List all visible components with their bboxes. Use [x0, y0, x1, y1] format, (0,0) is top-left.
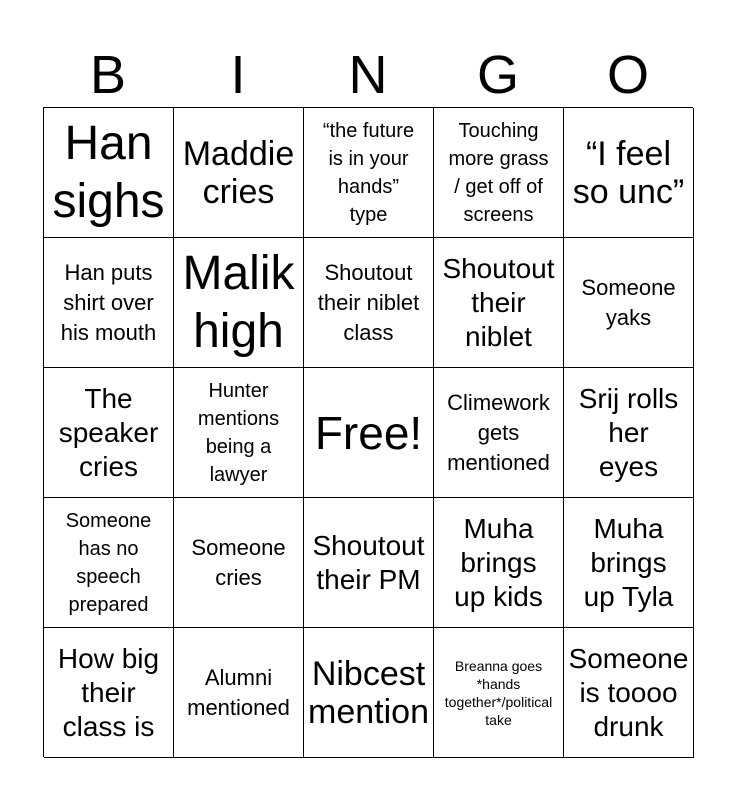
bingo-cell[interactable]: [44, 498, 174, 628]
bingo-cell-text: Nibcest mention: [308, 654, 429, 731]
bingo-cell-text: Srij rolls her eyes: [578, 382, 679, 482]
bingo-cell-text: Shoutout their niblet: [442, 252, 555, 352]
bingo-cell-text: Someone yaks: [581, 274, 676, 330]
bingo-header: [43, 44, 693, 106]
bingo-cell-text: Han sighs: [52, 116, 165, 228]
header-letter-n: N: [348, 45, 388, 105]
bingo-cell[interactable]: [434, 238, 564, 368]
bingo-cell-text: Touching more grass / get off of screens: [448, 119, 549, 226]
bingo-cell[interactable]: [564, 368, 694, 498]
bingo-cell-text: Muha brings up kids: [454, 512, 543, 612]
bingo-cell[interactable]: [174, 628, 304, 758]
bingo-cell-text: Shoutout their PM: [312, 529, 425, 595]
bingo-cell-text: Someone cries: [191, 534, 286, 590]
bingo-cell-text: Alumni mentioned: [187, 664, 290, 720]
bingo-cell[interactable]: [44, 238, 174, 368]
bingo-grid: [43, 107, 693, 757]
header-letter-o: O: [606, 45, 649, 105]
bingo-cell-text: Someone has no speech prepared: [65, 509, 152, 616]
bingo-cell-text: Shoutout their niblet class: [317, 259, 420, 345]
bingo-cell-text: Someone is toooo drunk: [568, 642, 689, 742]
bingo-cell[interactable]: [564, 498, 694, 628]
bingo-cell-text: “the future is in your hands” type: [322, 119, 415, 226]
bingo-cell[interactable]: [304, 498, 434, 628]
bingo-cell[interactable]: [434, 498, 564, 628]
bingo-cell-text: How big their class is: [57, 642, 160, 742]
bingo-cell[interactable]: [564, 628, 694, 758]
bingo-cell-text: “I feel so unc”: [572, 134, 685, 211]
bingo-cell-text: Han puts shirt over his mouth: [60, 259, 157, 345]
bingo-cell-text: Breanna goes *hands together*/political take: [444, 657, 553, 728]
bingo-cell[interactable]: [304, 108, 434, 238]
bingo-cell[interactable]: [434, 108, 564, 238]
bingo-cell-text: Hunter mentions being a lawyer: [197, 379, 280, 486]
bingo-cell-text: Climework gets mentioned: [447, 389, 550, 475]
free-space-cell[interactable]: [304, 368, 434, 498]
bingo-cell-text: The speaker cries: [58, 382, 159, 482]
bingo-cell-text: Maddie cries: [182, 134, 295, 211]
bingo-cell[interactable]: [174, 498, 304, 628]
bingo-cell[interactable]: [44, 368, 174, 498]
bingo-cell-text: Malik high: [182, 246, 295, 358]
bingo-cell[interactable]: [44, 108, 174, 238]
bingo-cell[interactable]: [44, 628, 174, 758]
header-letter-b: B: [89, 45, 127, 105]
bingo-cell[interactable]: [174, 238, 304, 368]
bingo-cell[interactable]: [434, 368, 564, 498]
header-letter-i: I: [230, 45, 246, 105]
bingo-cell-text: Muha brings up Tyla: [583, 512, 674, 612]
bingo-cell-text: Free!: [314, 406, 423, 459]
bingo-cell[interactable]: [304, 628, 434, 758]
bingo-cell[interactable]: [174, 368, 304, 498]
bingo-cell[interactable]: [304, 238, 434, 368]
bingo-cell[interactable]: [564, 238, 694, 368]
bingo-cell[interactable]: [434, 628, 564, 758]
bingo-cell[interactable]: [564, 108, 694, 238]
bingo-cell[interactable]: [174, 108, 304, 238]
header-letter-g: G: [476, 45, 519, 105]
